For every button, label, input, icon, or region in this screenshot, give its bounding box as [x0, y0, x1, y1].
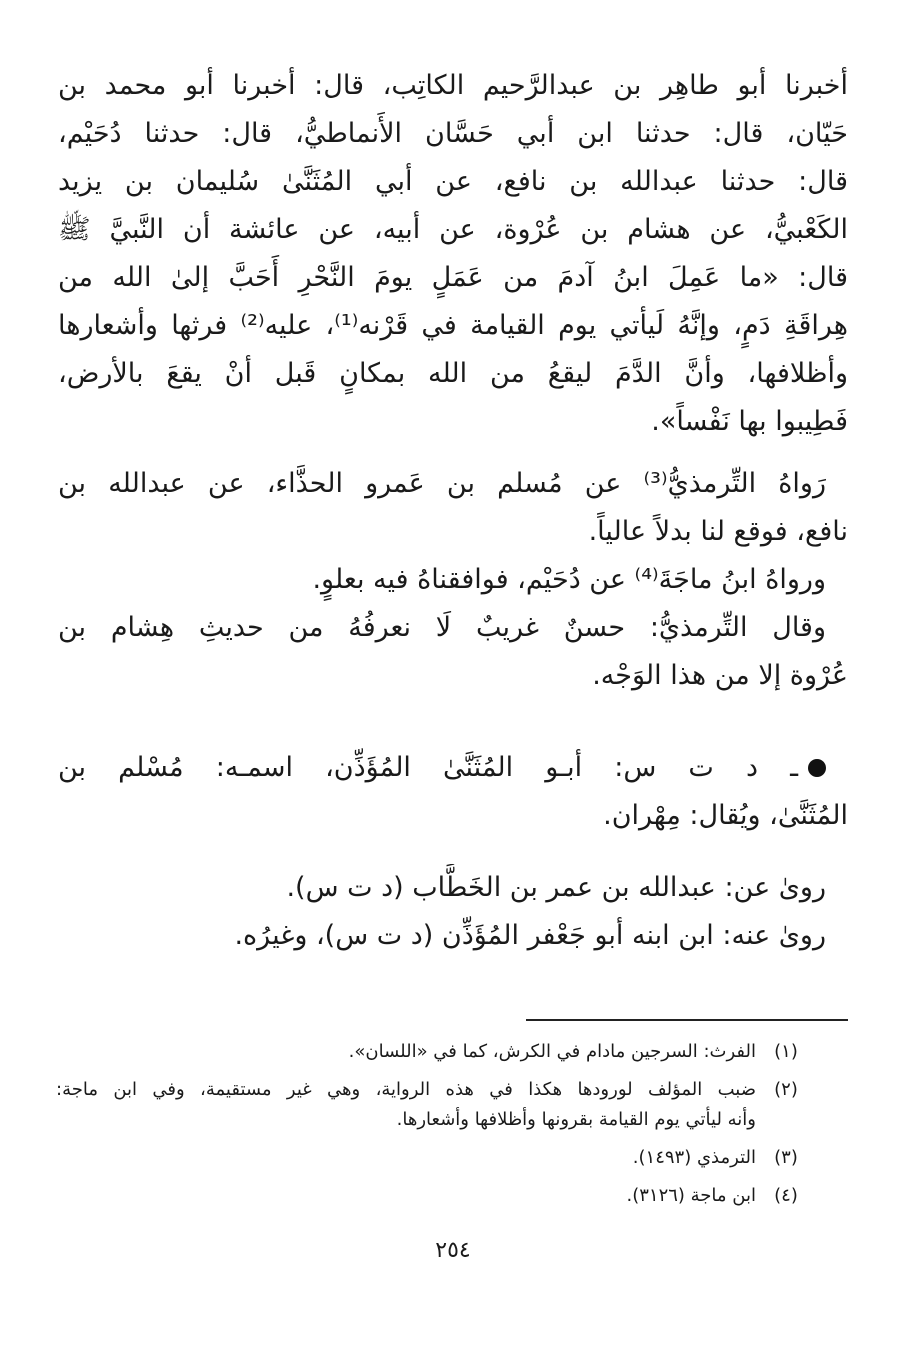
text-line: المُثَنَّىٰ، ويُقال: مِهْران. — [603, 800, 848, 831]
footnote-text: ابن ماجة (٣١٢٦). — [626, 1185, 756, 1206]
footnote-number: (٤) — [774, 1185, 798, 1206]
spacer — [58, 700, 848, 744]
text-line: فَطِيبوا بها نَفْساً». — [651, 406, 848, 437]
footnote-text: الفرث: السرجين مادام في الكرش، كما في «اللسان». — [348, 1041, 756, 1062]
footnote-item — [56, 1037, 798, 1067]
takhrij-paragraph — [58, 460, 848, 700]
riwaya-block — [58, 864, 848, 960]
isnad-paragraph — [58, 62, 848, 446]
narrated-from-line: روىٰ عن: عبدالله بن عمر بن الخَطَّاب (د ت س). — [286, 872, 826, 903]
footnote-text: ضبب المؤلف لورودها هكذا في هذه الرواية، وهي غير مستقيمة، وفي ابن ماجة: — [56, 1079, 756, 1100]
page-body — [58, 62, 848, 960]
footnote-number: (١) — [774, 1041, 798, 1062]
text-line: حَيّان، قال: حدثنا ابن أبي حَسَّان الأَنماطيُّ، قال: حدثنا دُحَيْم، — [58, 118, 848, 149]
footnotes — [56, 1037, 798, 1219]
text-line: هِراقَةِ دَمٍ، وإنَّهُ لَيأتي يوم القيامة في قَرْنه⁽¹⁾، عليه⁽²⁾ فرثها وأشعارها — [58, 310, 848, 341]
text-line: نافع، فوقع لنا بدلاً عالياً. — [588, 516, 848, 547]
footnote-text: وأنه ليأتي يوم القيامة بقرونها وأظلافها وأشعارها. — [396, 1109, 756, 1130]
entry-heading-line — [58, 744, 848, 792]
narrated-by-line: روىٰ عنه: ابن ابنه أبو جَعْفر المُؤَذِّن (د ت س)، وغيرُه. — [234, 920, 826, 951]
bullet-icon — [808, 759, 826, 777]
page-number: ٢٥٤ — [435, 1238, 471, 1263]
footnote-item — [56, 1181, 798, 1211]
text-line: قال: «ما عَمِلَ ابنُ آدمَ من عَمَلٍ يومَ النَّحْرِ أَحَبَّ إلىٰ الله من — [58, 262, 848, 293]
footnote-text: الترمذي (١٤٩٣). — [632, 1147, 756, 1168]
text-line: ورواهُ ابنُ ماجَةَ⁽⁴⁾ عن دُحَيْم، فوافقناهُ فيه بعلوٍ. — [312, 564, 826, 595]
text-line: رَواهُ التِّرمذيُّ⁽³⁾ عن مُسلم بن عَمرو الحذَّاء، عن عبدالله بن — [58, 468, 826, 499]
footnote-number: (٣) — [774, 1147, 798, 1168]
footnote-item — [56, 1075, 798, 1135]
entry-heading-text: ـ د ت س: أبـو المُثَنَّىٰ المُؤَذِّن، اسمـه: مُسْلم بن — [58, 752, 798, 783]
footnote-number: (٢) — [774, 1079, 798, 1100]
text-line: وأظلافها، وأنَّ الدَّمَ ليقعُ من الله بمكانٍ قَبل أنْ يقعَ بالأرض، — [58, 358, 848, 389]
spacer — [58, 446, 848, 460]
text-line: عُرْوة إلا من هذا الوَجْه. — [592, 660, 848, 691]
footnote-item — [56, 1143, 798, 1173]
footnote-separator — [526, 1019, 848, 1021]
spacer — [58, 840, 848, 864]
text-line: الكَعْبيُّ، عن هشام بن عُرْوة، عن أبيه، عن عائشة أن النَّبيَّ ﷺ — [58, 214, 848, 245]
text-line: أخبرنا أبو طاهِر بن عبدالرَّحيم الكاتِب، قال: أخبرنا أبو محمد بن — [58, 70, 848, 101]
text-line: قال: حدثنا عبدالله بن نافع، عن أبي المُثَنَّىٰ سُليمان بن يزيد — [58, 166, 848, 197]
narrator-entry — [58, 744, 848, 840]
text-line: وقال التِّرمذيُّ: حسنٌ غريبٌ لَا نعرفُهُ من حديثِ هِشام بن — [58, 612, 826, 643]
